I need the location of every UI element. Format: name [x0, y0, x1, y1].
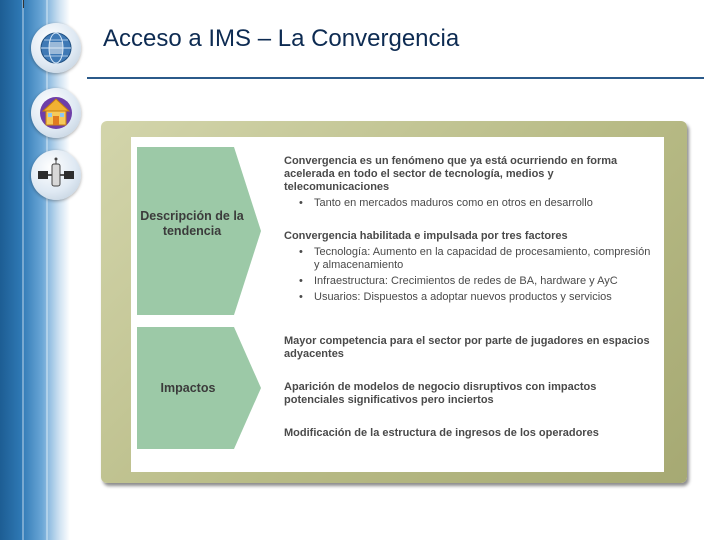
page-title: Acceso a IMS – La Convergencia: [103, 25, 460, 52]
chevron-trend-description: [137, 147, 261, 315]
sidebar-stripe: [46, 0, 48, 540]
house-icon: [31, 88, 81, 138]
impact-item: Modificación de la estructura de ingresos de los operadores: [284, 427, 599, 439]
bullet-item: • Usuarios: Dispuestos a adoptar nuevos productos y servicios: [284, 291, 654, 304]
sidebar-decoration: [0, 0, 70, 540]
title-underline: [87, 77, 704, 79]
trend-heading-1: Convergencia es un fenómeno que ya está ocurriendo en forma acelerada en todo el sector de tecnología, medios y telecomunicaciones: [284, 155, 618, 193]
bullet-item: • Tanto en mercados maduros como en otros en desarrollo: [284, 197, 654, 210]
satellite-icon: [31, 150, 81, 200]
trend-content: [284, 155, 654, 304]
bullet-item: • Tecnología: Aumento en la capacidad de procesamiento, compresión y almacenamiento: [284, 246, 654, 272]
trend-heading-2: Convergencia habilitada e impulsada por tres factores: [284, 230, 568, 242]
bullet-item: • Infraestructura: Crecimientos de redes de BA, hardware y AyC: [284, 275, 654, 288]
chevron-label: Descripción de la tendencia: [140, 209, 244, 238]
impact-item: Aparición de modelos de negocio disruptivos con impactos potenciales significativos pero inciertos: [284, 381, 597, 406]
corner-tick: [23, 0, 24, 8]
impacts-content: [284, 335, 654, 440]
chevron-label: Impactos: [160, 381, 216, 395]
globe-network-icon: [31, 23, 81, 73]
sidebar-stripe: [22, 0, 24, 540]
chevron-impacts: [137, 327, 261, 449]
impact-item: Mayor competencia para el sector por parte de jugadores en espacios adyacentes: [284, 335, 650, 360]
